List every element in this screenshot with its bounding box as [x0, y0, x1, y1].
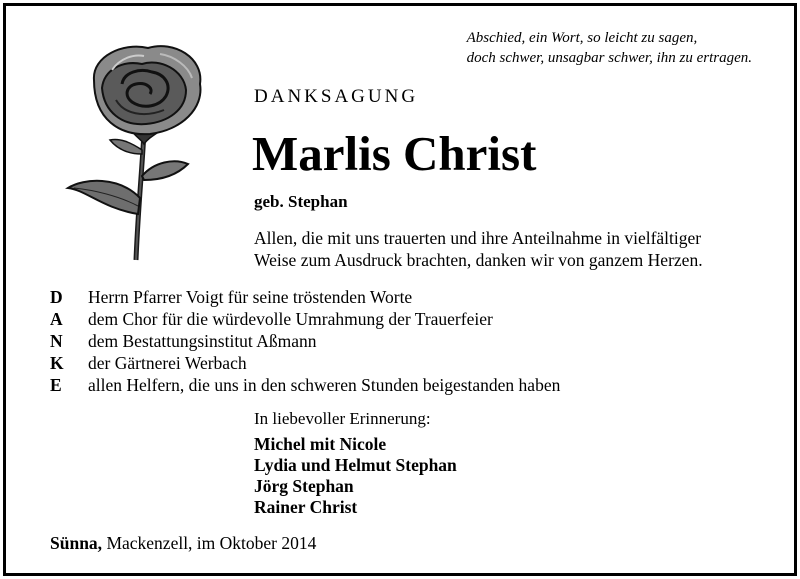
thanks-text [254, 227, 774, 271]
deceased-name: Marlis Christ [252, 126, 537, 181]
danke-row [50, 286, 560, 308]
place-rest: Mackenzell, im Oktober 2014 [102, 533, 317, 553]
danke-row [50, 330, 560, 352]
danke-letter: K [50, 352, 64, 373]
danke-list [50, 286, 560, 396]
farewell-quote [467, 28, 752, 68]
danke-row [50, 374, 560, 396]
thanks-line-1: Allen, die mit uns trauerten und ihre Anteilnahme in vielfältiger [254, 228, 702, 248]
danke-letter: N [50, 330, 63, 351]
heading-danksagung: DANKSAGUNG [254, 86, 419, 107]
memory-label: In liebevoller Erinnerung: [254, 409, 431, 428]
danke-text: dem Chor für die würdevolle Umrahmung der Trauerfeier [88, 308, 493, 329]
danke-letter: D [50, 286, 63, 307]
obituary-notice [3, 3, 797, 576]
danke-letter: A [50, 308, 63, 329]
mourner-name: Lydia und Helmut Stephan [254, 455, 457, 475]
danke-text: allen Helfern, die uns in den schweren Stunden beigestanden haben [88, 374, 561, 395]
danke-text: Herrn Pfarrer Voigt für seine tröstenden Worte [88, 286, 413, 307]
danke-letter: E [50, 374, 62, 395]
danke-text: der Gärtnerei Werbach [88, 352, 247, 373]
mourner-list [254, 434, 457, 518]
place-date [50, 533, 316, 554]
mourner-name: Jörg Stephan [254, 476, 354, 496]
quote-line-2: doch schwer, unsagbar schwer, ihn zu ertragen. [466, 50, 752, 66]
birth-name: geb. Stephan [254, 192, 348, 211]
danke-row [50, 308, 560, 330]
mourner-name: Rainer Christ [254, 497, 358, 517]
place-town: Sünna, [50, 533, 103, 553]
thanks-line-2: Weise zum Ausdruck brachten, danken wir von ganzem Herzen. [254, 250, 703, 270]
mourner-name: Michel mit Nicole [254, 434, 387, 454]
quote-line-1: Abschied, ein Wort, so leicht zu sagen, [466, 30, 698, 46]
danke-row [50, 352, 560, 374]
rose-icon [64, 40, 214, 268]
danke-text: dem Bestattungsinstitut Aßmann [88, 330, 317, 351]
